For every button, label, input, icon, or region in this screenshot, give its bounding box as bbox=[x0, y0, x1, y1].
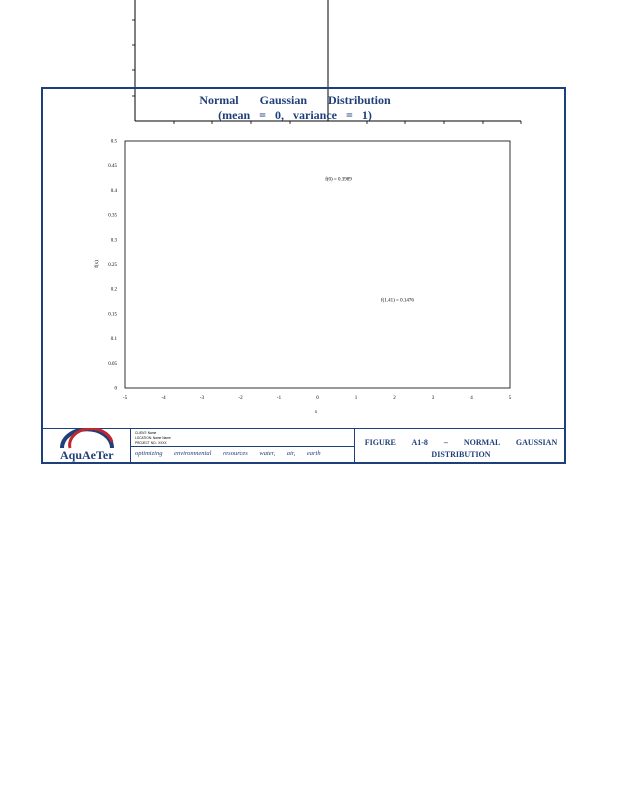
x-tick-label: 4 bbox=[470, 396, 473, 401]
y-tick-label: 0.15 bbox=[108, 312, 117, 318]
y-tick-label: 0.25 bbox=[108, 263, 117, 268]
chart-title: Normal Gaussian Distribution bbox=[199, 93, 391, 107]
y-tick-label: 0.2 bbox=[110, 287, 117, 293]
y-tick-label: 0.45 bbox=[108, 164, 117, 170]
chart-annotations bbox=[325, 178, 414, 304]
client-line: CLIENT: Name bbox=[135, 431, 157, 435]
footer-divider bbox=[354, 428, 355, 463]
x-tick-label: 3 bbox=[431, 396, 435, 401]
company-slogan: optimizing environmental resources water, air, earth bbox=[135, 450, 321, 457]
x-tick-label: -2 bbox=[238, 396, 243, 401]
annotation-label: f(0) = 0.3989 bbox=[325, 177, 352, 183]
x-tick-label: 1 bbox=[354, 396, 358, 401]
x-tick-label: -4 bbox=[161, 396, 166, 401]
logo-arc-icon bbox=[58, 428, 118, 450]
y-tick-label: 0 bbox=[114, 386, 117, 392]
footer-mid-rule bbox=[130, 446, 354, 447]
x-tick-label: 0 bbox=[316, 396, 319, 401]
location-line: LOCATION: Name Name bbox=[135, 436, 171, 440]
footer-left-divider bbox=[130, 428, 131, 463]
plot-area bbox=[125, 141, 510, 388]
x-tick-label: 5 bbox=[508, 396, 512, 401]
x-tick-label: -3 bbox=[199, 396, 205, 401]
footer-top-rule bbox=[42, 428, 565, 429]
y-tick-label: 0.4 bbox=[110, 188, 117, 194]
x-tick-label: -1 bbox=[276, 396, 282, 401]
y-tick-labels bbox=[108, 140, 117, 392]
chart-subtitle: (mean = 0, variance = 1) bbox=[218, 108, 372, 122]
y-tick-label: 0.5 bbox=[110, 139, 117, 145]
annotation-label: f(1.41) = 0.1476 bbox=[381, 298, 414, 304]
x-tick-label: 2 bbox=[393, 396, 396, 401]
x-tick-labels bbox=[123, 396, 512, 401]
y-tick-label: 0.05 bbox=[108, 361, 117, 367]
y-tick-label: 0.1 bbox=[110, 337, 117, 343]
x-tick-label: -5 bbox=[122, 396, 128, 401]
y-axis-label: f(x) bbox=[95, 260, 100, 268]
project-line: PROJECT NO.: XXXX bbox=[135, 441, 167, 445]
y-tick-label: 0.35 bbox=[108, 213, 117, 219]
figure-caption bbox=[358, 437, 564, 461]
y-tick-label: 0.3 bbox=[110, 238, 117, 244]
company-logo: AquAeTer bbox=[60, 448, 114, 462]
figure-caption-line1: FIGURE A1-8 – NORMAL GAUSSIAN bbox=[364, 438, 558, 447]
figure-caption-line2: DISTRIBUTION bbox=[431, 450, 491, 459]
x-axis-label: x bbox=[314, 410, 318, 415]
